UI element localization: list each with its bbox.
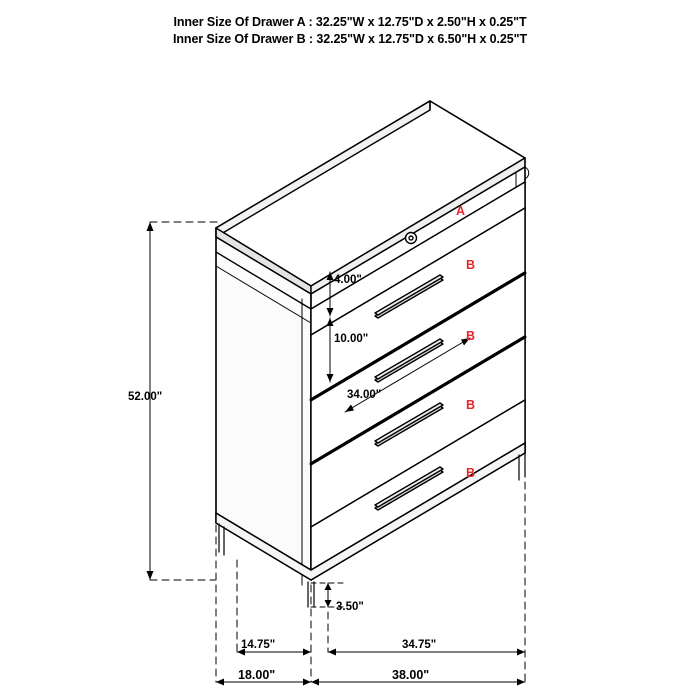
leg-back-left xyxy=(219,524,224,555)
dim-label-52: 52.00" xyxy=(128,391,163,403)
dim-label-38: 38.00" xyxy=(392,668,430,682)
dim-label-18: 18.00" xyxy=(238,668,276,682)
drawer-label-b4: B xyxy=(466,466,476,480)
drawer-b-inner-size: Inner Size Of Drawer B : 32.25"W x 12.75"D x 6.50"H x 0.25"T xyxy=(173,32,527,46)
dim-label-34: 34.00" xyxy=(347,389,382,401)
dim-label-4: 4.00" xyxy=(334,274,362,286)
dim-label-34-75: 34.75" xyxy=(402,639,437,651)
drawer-label-b3: B xyxy=(466,398,476,412)
drawer-label-b2: B xyxy=(466,329,476,343)
drawer-a-knob-center xyxy=(409,236,413,240)
dim-label-10: 10.00" xyxy=(334,333,369,345)
drawer-a-inner-size: Inner Size Of Drawer A : 32.25"W x 12.75"D x 2.50"H x 0.25"T xyxy=(173,15,527,29)
dim-label-14-75: 14.75" xyxy=(241,639,276,651)
drawer-label-a: A xyxy=(456,204,466,218)
drawer-label-b1: B xyxy=(466,258,476,272)
dim-label-3-5: 3.50" xyxy=(336,601,364,613)
